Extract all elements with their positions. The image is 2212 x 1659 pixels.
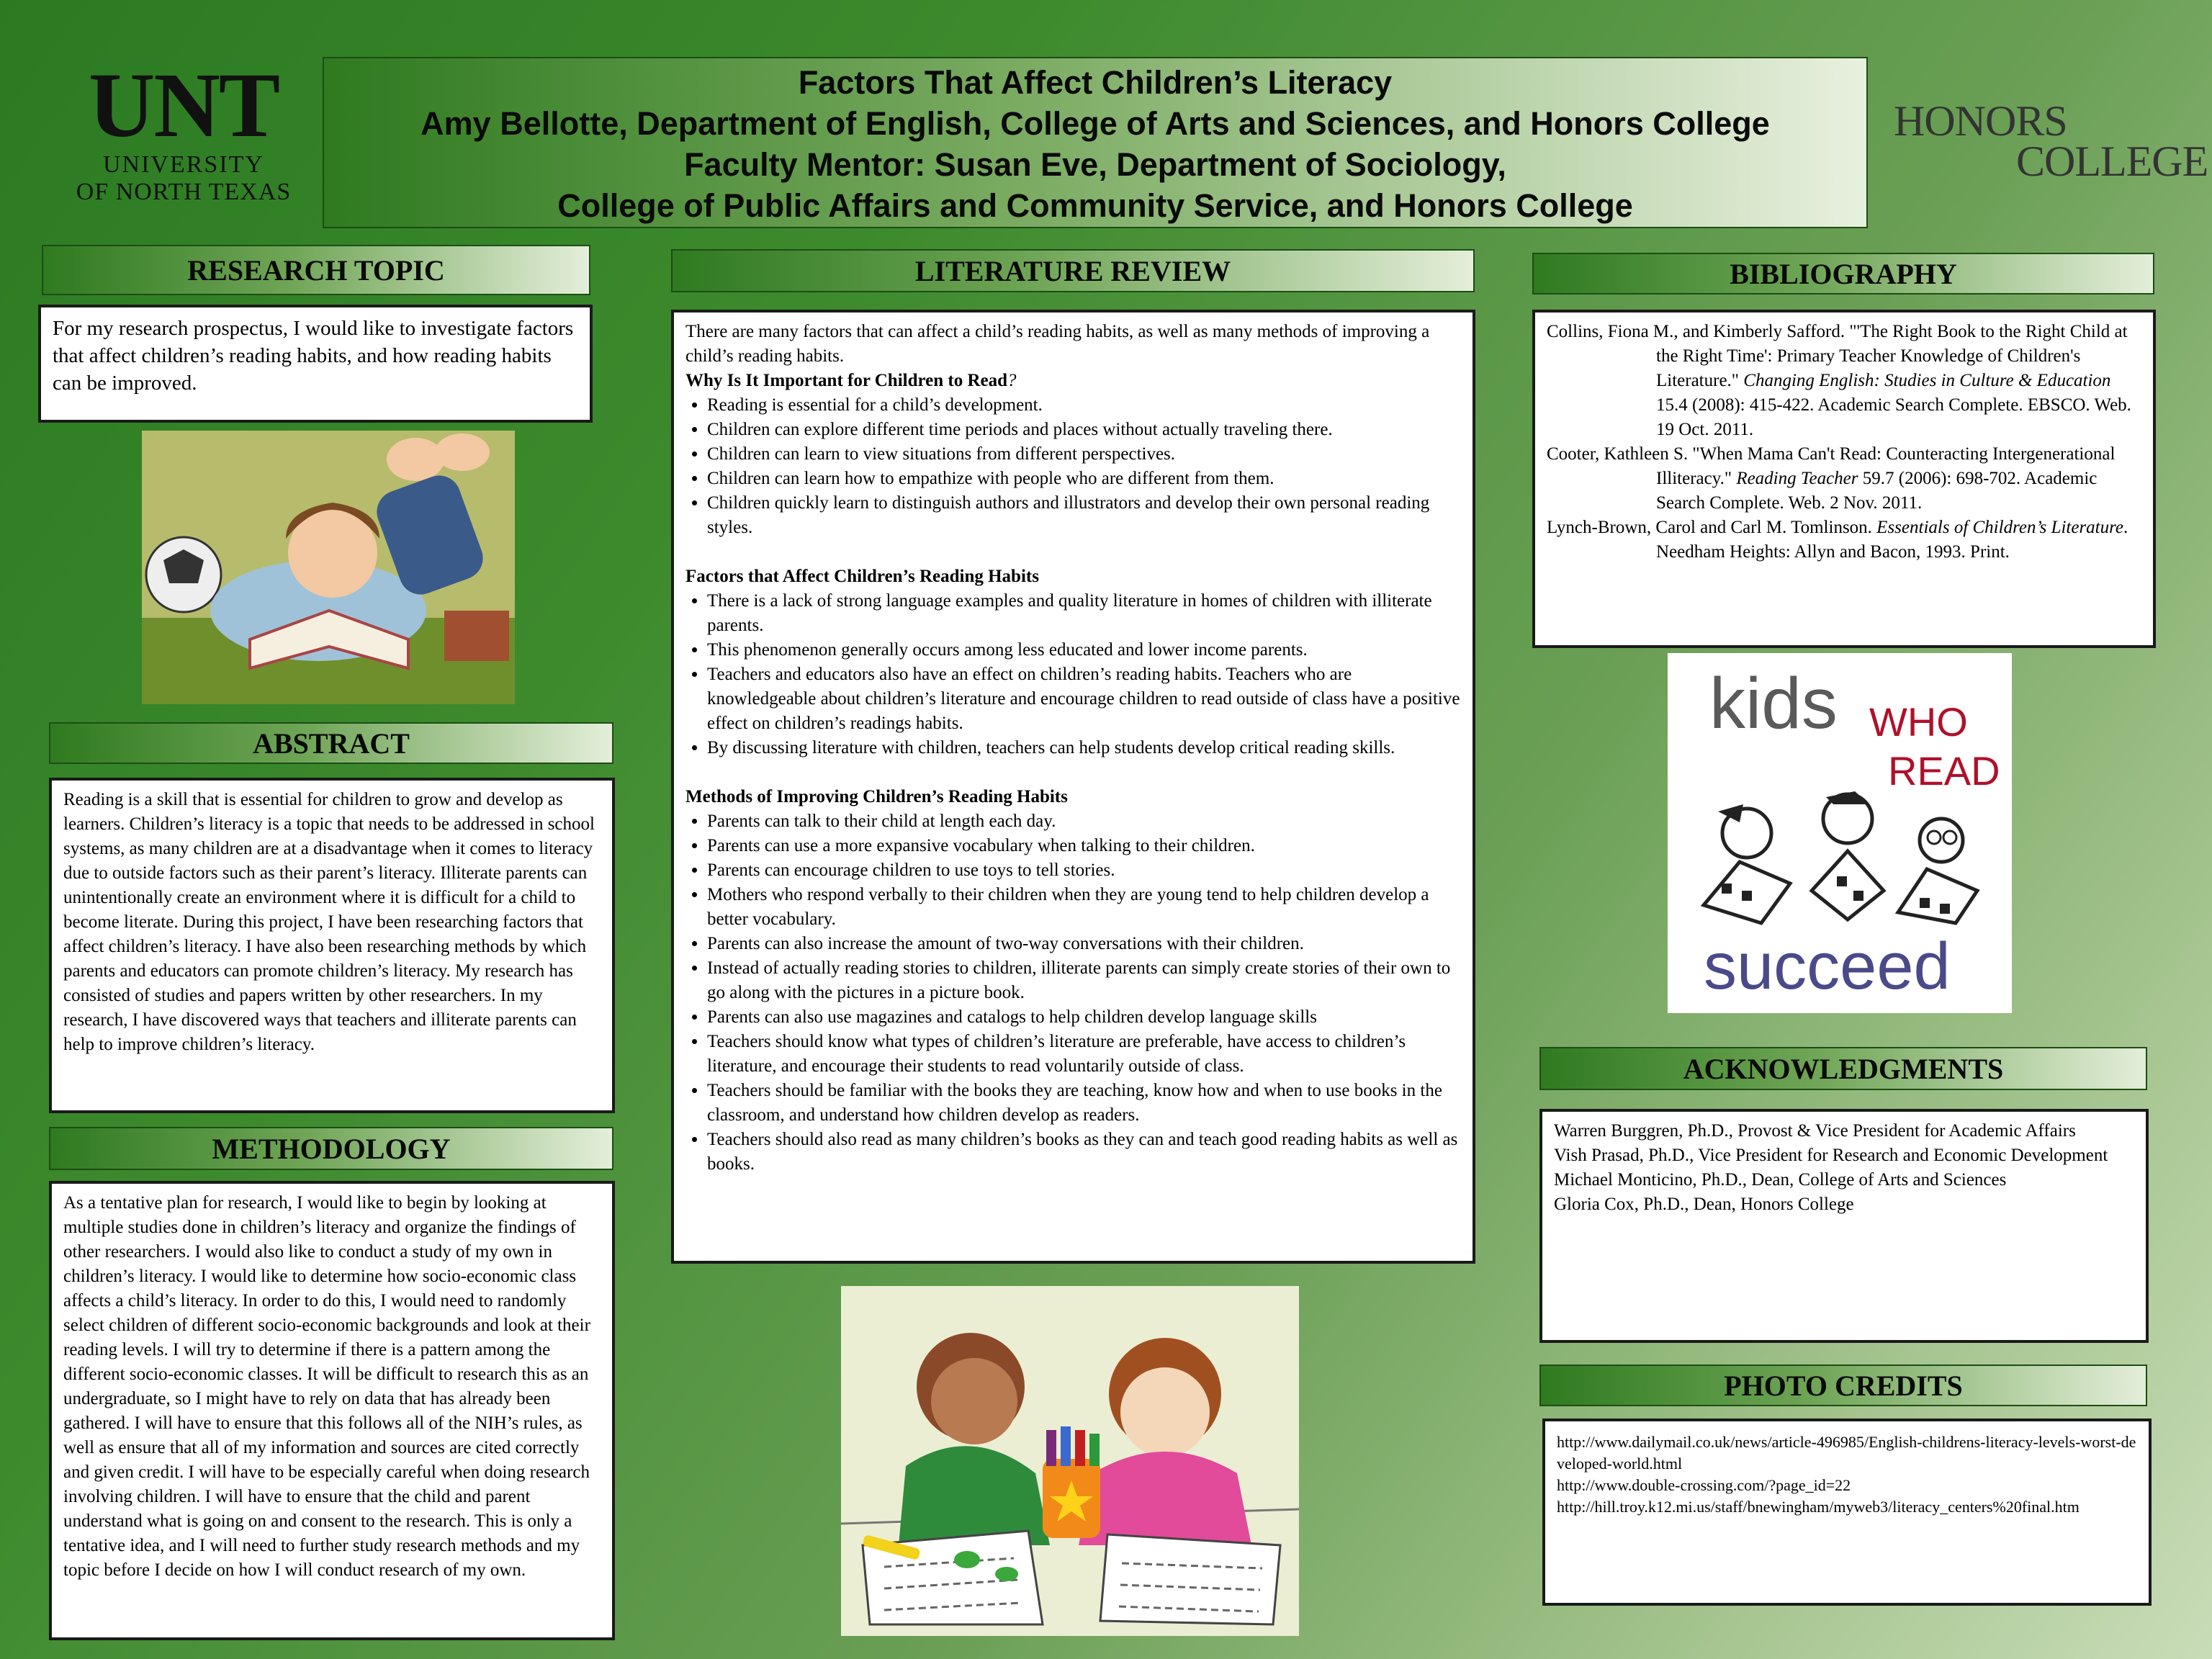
kids-who-read-image: [1668, 653, 2012, 1013]
ack-item: Vish Prasad, Ph.D., Vice President for Research and Economic Development: [1554, 1146, 2108, 1165]
list-item: • Teachers should be familiar with the books they are teaching, know how and when to use books in the classroom, and understand how children develop as readers.: [707, 1079, 1461, 1128]
poster-title: Factors That Affect Children’s Literacy: [798, 64, 1393, 101]
section-title-why-read-q: ?: [1007, 371, 1017, 390]
list-item: • Parents can talk to their child at length each day.: [707, 809, 1461, 834]
list-item: • Instead of actually reading stories to children, illiterate parents can simply create stories of their own to go along with the pictures in a picture book.: [707, 956, 1461, 1005]
list-item: • Reading is essential for a child’s development.: [707, 393, 1461, 418]
research-topic-heading: RESEARCH TOPIC: [42, 245, 590, 295]
list-item: • Children can learn to view situations from different perspectives.: [707, 442, 1461, 467]
unt-logo-mark: UNT: [88, 54, 279, 156]
bib-cooter-journal: Reading Teacher: [1736, 469, 1858, 488]
list-item: • Children can explore different time periods and places without actually traveling there.: [707, 418, 1461, 442]
unt-logo-line1: UNIVERSITY: [103, 151, 264, 178]
who-word: WHO: [1869, 699, 1968, 745]
abstract-text: Reading is a skill that is essential for children to grow and develop as learners. Children’s literacy is a topic that needs to be addressed in school systems, as many children are at a disadvantage when it comes to literacy due to outside factors such as their parent’s literacy. Illiterate parents can unintentionally create an environment where it is difficult for a child to become literate. During this project, I have been researching factors that affect children’s literacy. I have also been researching methods by which parents and educators can promote children’s literacy. My research has consisted of studies and papers written by other researchers. In my research, I have discovered ways that teachers and illiterate parents can help to improve children’s literacy.: [63, 790, 595, 1054]
photo-credits-heading: PHOTO CREDITS: [1539, 1364, 2147, 1406]
bib-entry-collins: [1547, 320, 2141, 442]
bibliography-heading: BIBLIOGRAPHY: [1532, 253, 2154, 295]
literature-review-heading: LITERATURE REVIEW: [671, 249, 1475, 292]
photo-credit-item: http://www.double-crossing.com/?page_id=22: [1557, 1476, 1851, 1494]
photo-credit-item: http://hill.troy.k12.mi.us/staff/bnewingham/myweb3/literacy_centers%20final.htm: [1557, 1498, 2080, 1516]
bib-collins-journal: Changing English: Studies in Culture & Education: [1743, 371, 2111, 390]
author-line: Amy Bellotte, Department of English, College of Arts and Sciences, and Honors College: [421, 105, 1770, 142]
bib-lynch-book: Essentials of Children’s Literature: [1876, 518, 2124, 537]
methodology-box: [49, 1181, 615, 1640]
bib-cooter-a: Cooter, Kathleen S. "When Mama Can't Read: Counteracting Intergenerational Illiteracy.": [1547, 444, 2116, 488]
list-item: • Teachers and educators also have an effect on children’s reading habits. Teachers who are knowledgeable about children’s literature and encourage children to read outside of class have a positive effect on children’s readings habits.: [707, 662, 1461, 736]
list-item: • Parents can use a more expansive vocabulary when talking to their children.: [707, 834, 1461, 858]
kids-reading-drawing: [1689, 783, 1992, 927]
literature-review-box: [671, 310, 1475, 1264]
research-topic-box: [38, 305, 593, 423]
section-title-methods: Methods of Improving Children’s Reading Habits: [685, 787, 1068, 806]
children-drawing-svg: [841, 1286, 1299, 1636]
child-reading-photo: [142, 431, 515, 704]
child-reading-illustration: [142, 431, 515, 704]
factors-list: [685, 589, 1461, 760]
list-item: • Parents can encourage children to use toys to tell stories.: [707, 858, 1461, 883]
section-title-why-read-text: Why Is It Important for Children to Read: [685, 371, 1008, 390]
bib-collins-a: Collins, Fiona M., and Kimberly Safford. "'The Right Book to the Right Child at the Right Time': Primary Teacher Knowledge of Children's Literature.": [1547, 322, 2128, 390]
read-word: READ: [1888, 748, 2000, 793]
abstract-box: [49, 778, 615, 1113]
photo-credit-item: http://www.dailymail.co.uk/news/article-496985/English-childrens-literacy-levels-worst-developed-world.html: [1557, 1433, 2136, 1473]
bib-lynch-a: Lynch-Brown, Carol and Carl M. Tomlinson.: [1547, 518, 1877, 537]
title-banner: [323, 57, 1868, 228]
mentor-college-line: College of Public Affairs and Community Service, and Honors College: [557, 187, 1633, 224]
list-item: • By discussing literature with children, teachers can help students develop critical reading skills.: [707, 736, 1461, 760]
list-item: • This phenomenon generally occurs among less educated and lower income parents.: [707, 638, 1461, 662]
list-item: • Parents can also increase the amount of two-way conversations with their children.: [707, 932, 1461, 956]
research-topic-text: For my research prospectus, I would like to investigate factors that affect children’s reading habits, and how reading habits can be improved.: [53, 317, 574, 395]
bibliography-box: [1532, 310, 2156, 648]
ack-item: Warren Burggren, Ph.D., Provost & Vice President for Academic Affairs: [1554, 1121, 2076, 1141]
list-item: • Children quickly learn to distinguish authors and illustrators and develop their own personal reading styles.: [707, 491, 1461, 540]
honors-logo-line1: HONORS: [1894, 97, 2067, 145]
bib-entry-lynch-brown: [1547, 516, 2141, 565]
bib-lynch-b: . Needham Heights: Allyn and Bacon, 1993. Print.: [1656, 518, 2128, 562]
succeed-word: succeed: [1704, 930, 1951, 1003]
acknowledgments-heading: ACKNOWLEDGMENTS: [1539, 1047, 2147, 1090]
list-item: • Teachers should know what types of children’s literature are preferable, have access to children’s literature, and encourage their students to read voluntarily outside of class.: [707, 1030, 1461, 1079]
section-title-why-read: [685, 369, 1461, 393]
abstract-heading: ABSTRACT: [49, 722, 613, 764]
list-item: • Teachers should also read as many children’s books as they can and teach good reading habits as well as books.: [707, 1128, 1461, 1177]
methods-list: [685, 809, 1461, 1177]
bib-entry-cooter: [1547, 442, 2141, 516]
acknowledgments-box: [1539, 1109, 2149, 1343]
list-item: • Mothers who respond verbally to their children when they are young tend to help children develop a better vocabulary.: [707, 883, 1461, 932]
methodology-heading: METHODOLOGY: [49, 1127, 613, 1170]
literature-intro: There are many factors that can affect a child’s reading habits, as well as many methods of improving a child’s reading habits.: [685, 322, 1430, 366]
list-item: • Children can learn how to empathize with people who are different from them.: [707, 467, 1461, 491]
section-title-factors: Factors that Affect Children’s Reading Habits: [685, 567, 1039, 586]
unt-logo: [61, 54, 306, 225]
children-writing-illustration: [841, 1286, 1299, 1636]
ack-item: Gloria Cox, Ph.D., Dean, Honors College: [1554, 1195, 1854, 1214]
mentor-line: Faculty Mentor: Susan Eve, Department of Sociology,: [684, 146, 1506, 183]
list-item: • There is a lack of strong language examples and quality literature in homes of children with illiterate parents.: [707, 589, 1461, 638]
list-item: • Parents can also use magazines and catalogs to help children develop language skills: [707, 1005, 1461, 1030]
honors-logo-line2: COLLEGE: [2016, 138, 2208, 185]
bib-cooter-b: 59.7 (2006): 698-702. Academic Search Complete. Web. 2 Nov. 2011.: [1656, 469, 2098, 513]
honors-college-logo: [1894, 97, 2208, 187]
photo-credits-box: [1542, 1419, 2152, 1606]
bib-collins-b: 15.4 (2008): 415-422. Academic Search Complete. EBSCO. Web. 19 Oct. 2011.: [1656, 395, 2131, 439]
methodology-text: As a tentative plan for research, I would like to begin by looking at multiple studies done in children’s literacy and organize the findings of other researchers. I would also like to conduct a study of my own in children’s literacy. I would like to determine how socio-economic class affects a child’s literacy. In order to do this, I would need to randomly select children of different socio-economic backgrounds and look at their reading levels. I will try to determine if there is a pattern among the different socio-economic classes. It will be difficult to research this as an undergraduate, so I might have to rely on data that has already been gathered. I will have to ensure that this follows all of the NIH’s rules, as well as ensure that all of my information and sources are cited correctly and given credit. I will have to be especially careful when doing research involving children. I will have to ensure that the child and parent understand what is going on and consent to the research. This is only a tentative idea, and I will need to further study research methods and my topic before I decide on how I will conduct research of my own.: [63, 1193, 590, 1580]
unt-logo-line2: OF NORTH TEXAS: [76, 179, 292, 205]
kids-word: kids: [1709, 663, 1838, 744]
why-read-list: [685, 393, 1461, 540]
ack-item: Michael Monticino, Ph.D., Dean, College of Arts and Sciences: [1554, 1170, 2007, 1190]
